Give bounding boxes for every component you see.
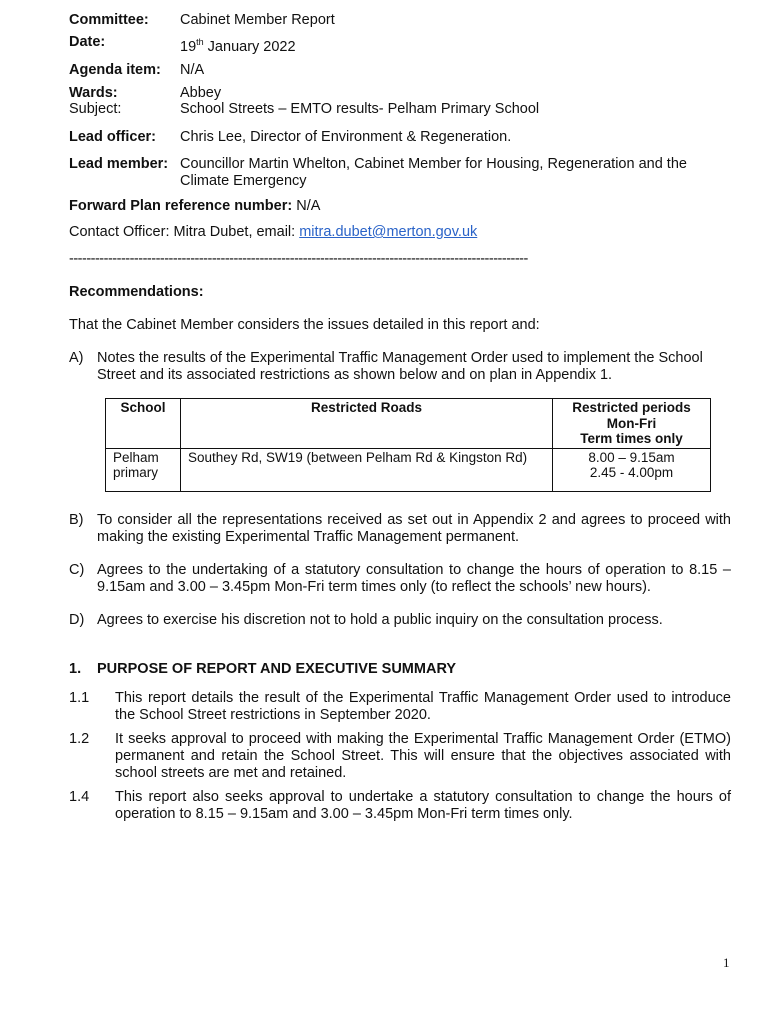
subject-value: School Streets – EMTO results- Pelham Primary School (180, 101, 540, 117)
rec-letter-b: B) (69, 512, 84, 528)
date-value (180, 34, 296, 56)
cell-restricted-roads: Southey Rd, SW19 (between Pelham Rd & Kingston Rd) (181, 448, 553, 491)
header-school: School (106, 399, 181, 449)
wards-value: Abbey (180, 85, 222, 101)
header-restricted-periods (553, 399, 711, 449)
rec-text-a: Notes the results of the Experimental Traffic Management Order used to implement the School Street and its associated restrictions as shown below and on plan in Appendix 1. (97, 350, 703, 383)
forward-plan-value: N/A (292, 198, 321, 214)
cell-school-line2: primary (113, 465, 159, 480)
cell-period-am: 8.00 – 9.15am (588, 449, 675, 465)
para-1-1-text: This report details the result of the Experimental Traffic Management Order used to introduce the School Street restrictions in September 2020. (115, 690, 731, 723)
agenda-label: Agenda item: (69, 62, 161, 78)
header-periods-line1: Restricted periods (572, 400, 691, 415)
para-1-2-text: It seeks approval to proceed with making the Experimental Traffic Management Order (ETMO) permanent and retain the School Street. This will ensure that the objectives associated with school streets are met and retained. (115, 731, 731, 781)
date-suffix: th (196, 37, 204, 47)
forward-plan-label: Forward Plan reference number: (69, 198, 293, 214)
rec-letter-d: D) (69, 612, 85, 628)
contact-prefix: Contact Officer: Mitra Dubet, email: (69, 224, 300, 240)
section-1-number: 1. (69, 661, 82, 677)
date-label: Date: (69, 34, 106, 50)
wards-label: Wards: (69, 85, 118, 101)
rec-text-d: Agrees to exercise his discretion not to hold a public inquiry on the consultation process. (97, 612, 663, 628)
divider-line: ---------------------------------------------------------------------------------------------------------- (69, 251, 528, 267)
recommendations-intro: That the Cabinet Member considers the issues detailed in this report and: (69, 317, 540, 333)
forward-plan (69, 198, 320, 215)
cell-restricted-periods (553, 448, 711, 491)
para-1-4-number: 1.4 (69, 789, 90, 805)
lead-member-value: Councillor Martin Whelton, Cabinet Member for Housing, Regeneration and the Climate Emergency (180, 156, 687, 189)
para-1-2-number: 1.2 (69, 731, 90, 747)
rec-letter-c: C) (69, 562, 85, 578)
contact-officer (69, 224, 477, 241)
cell-school-line1: Pelham (113, 449, 159, 465)
header-restricted-roads: Restricted Roads (181, 399, 553, 449)
lead-officer-value: Chris Lee, Director of Environment & Regeneration. (180, 129, 512, 145)
contact-email-link[interactable]: mitra.dubet@merton.gov.uk (299, 224, 478, 240)
recommendations-heading: Recommendations: (69, 284, 204, 300)
para-1-1-number: 1.1 (69, 690, 90, 706)
para-1-4-text: This report also seeks approval to undertake a statutory consultation to change the hours of operation to 8.15 – 9.15am and 3.00 – 3.45pm Mon-Fri term times only. (115, 789, 731, 822)
page-number: 1 (723, 955, 730, 970)
table-row (106, 448, 711, 491)
header-periods-line2: Mon-Fri (606, 415, 657, 431)
lead-officer-label: Lead officer: (69, 129, 157, 145)
agenda-value: N/A (180, 62, 205, 78)
committee-label: Committee: (69, 12, 149, 28)
rec-text-c: Agrees to the undertaking of a statutory consultation to change the hours of operation to 8.15 – 9.15am and 3.00 – 3.45pm Mon-Fri term times only (to reflect the schools’ new hours). (97, 562, 731, 595)
section-1-heading: PURPOSE OF REPORT AND EXECUTIVE SUMMARY (97, 661, 457, 677)
committee-value: Cabinet Member Report (180, 12, 335, 28)
rec-text-b: To consider all the representations received as set out in Appendix 2 and agrees to proceed with making the existing Experimental Traffic Management permanent. (97, 512, 731, 545)
rec-letter-a: A) (69, 350, 84, 366)
restrictions-table (105, 398, 711, 492)
lead-member-label: Lead member: (69, 156, 169, 172)
subject-label: Subject: (69, 101, 122, 117)
cell-school (106, 448, 181, 491)
cell-period-pm: 2.45 - 4.00pm (589, 465, 674, 480)
header-periods-line3: Term times only (580, 431, 683, 446)
date-day: 19 (180, 38, 197, 55)
date-rest: January 2022 (203, 38, 296, 55)
table-header-row (106, 399, 711, 449)
